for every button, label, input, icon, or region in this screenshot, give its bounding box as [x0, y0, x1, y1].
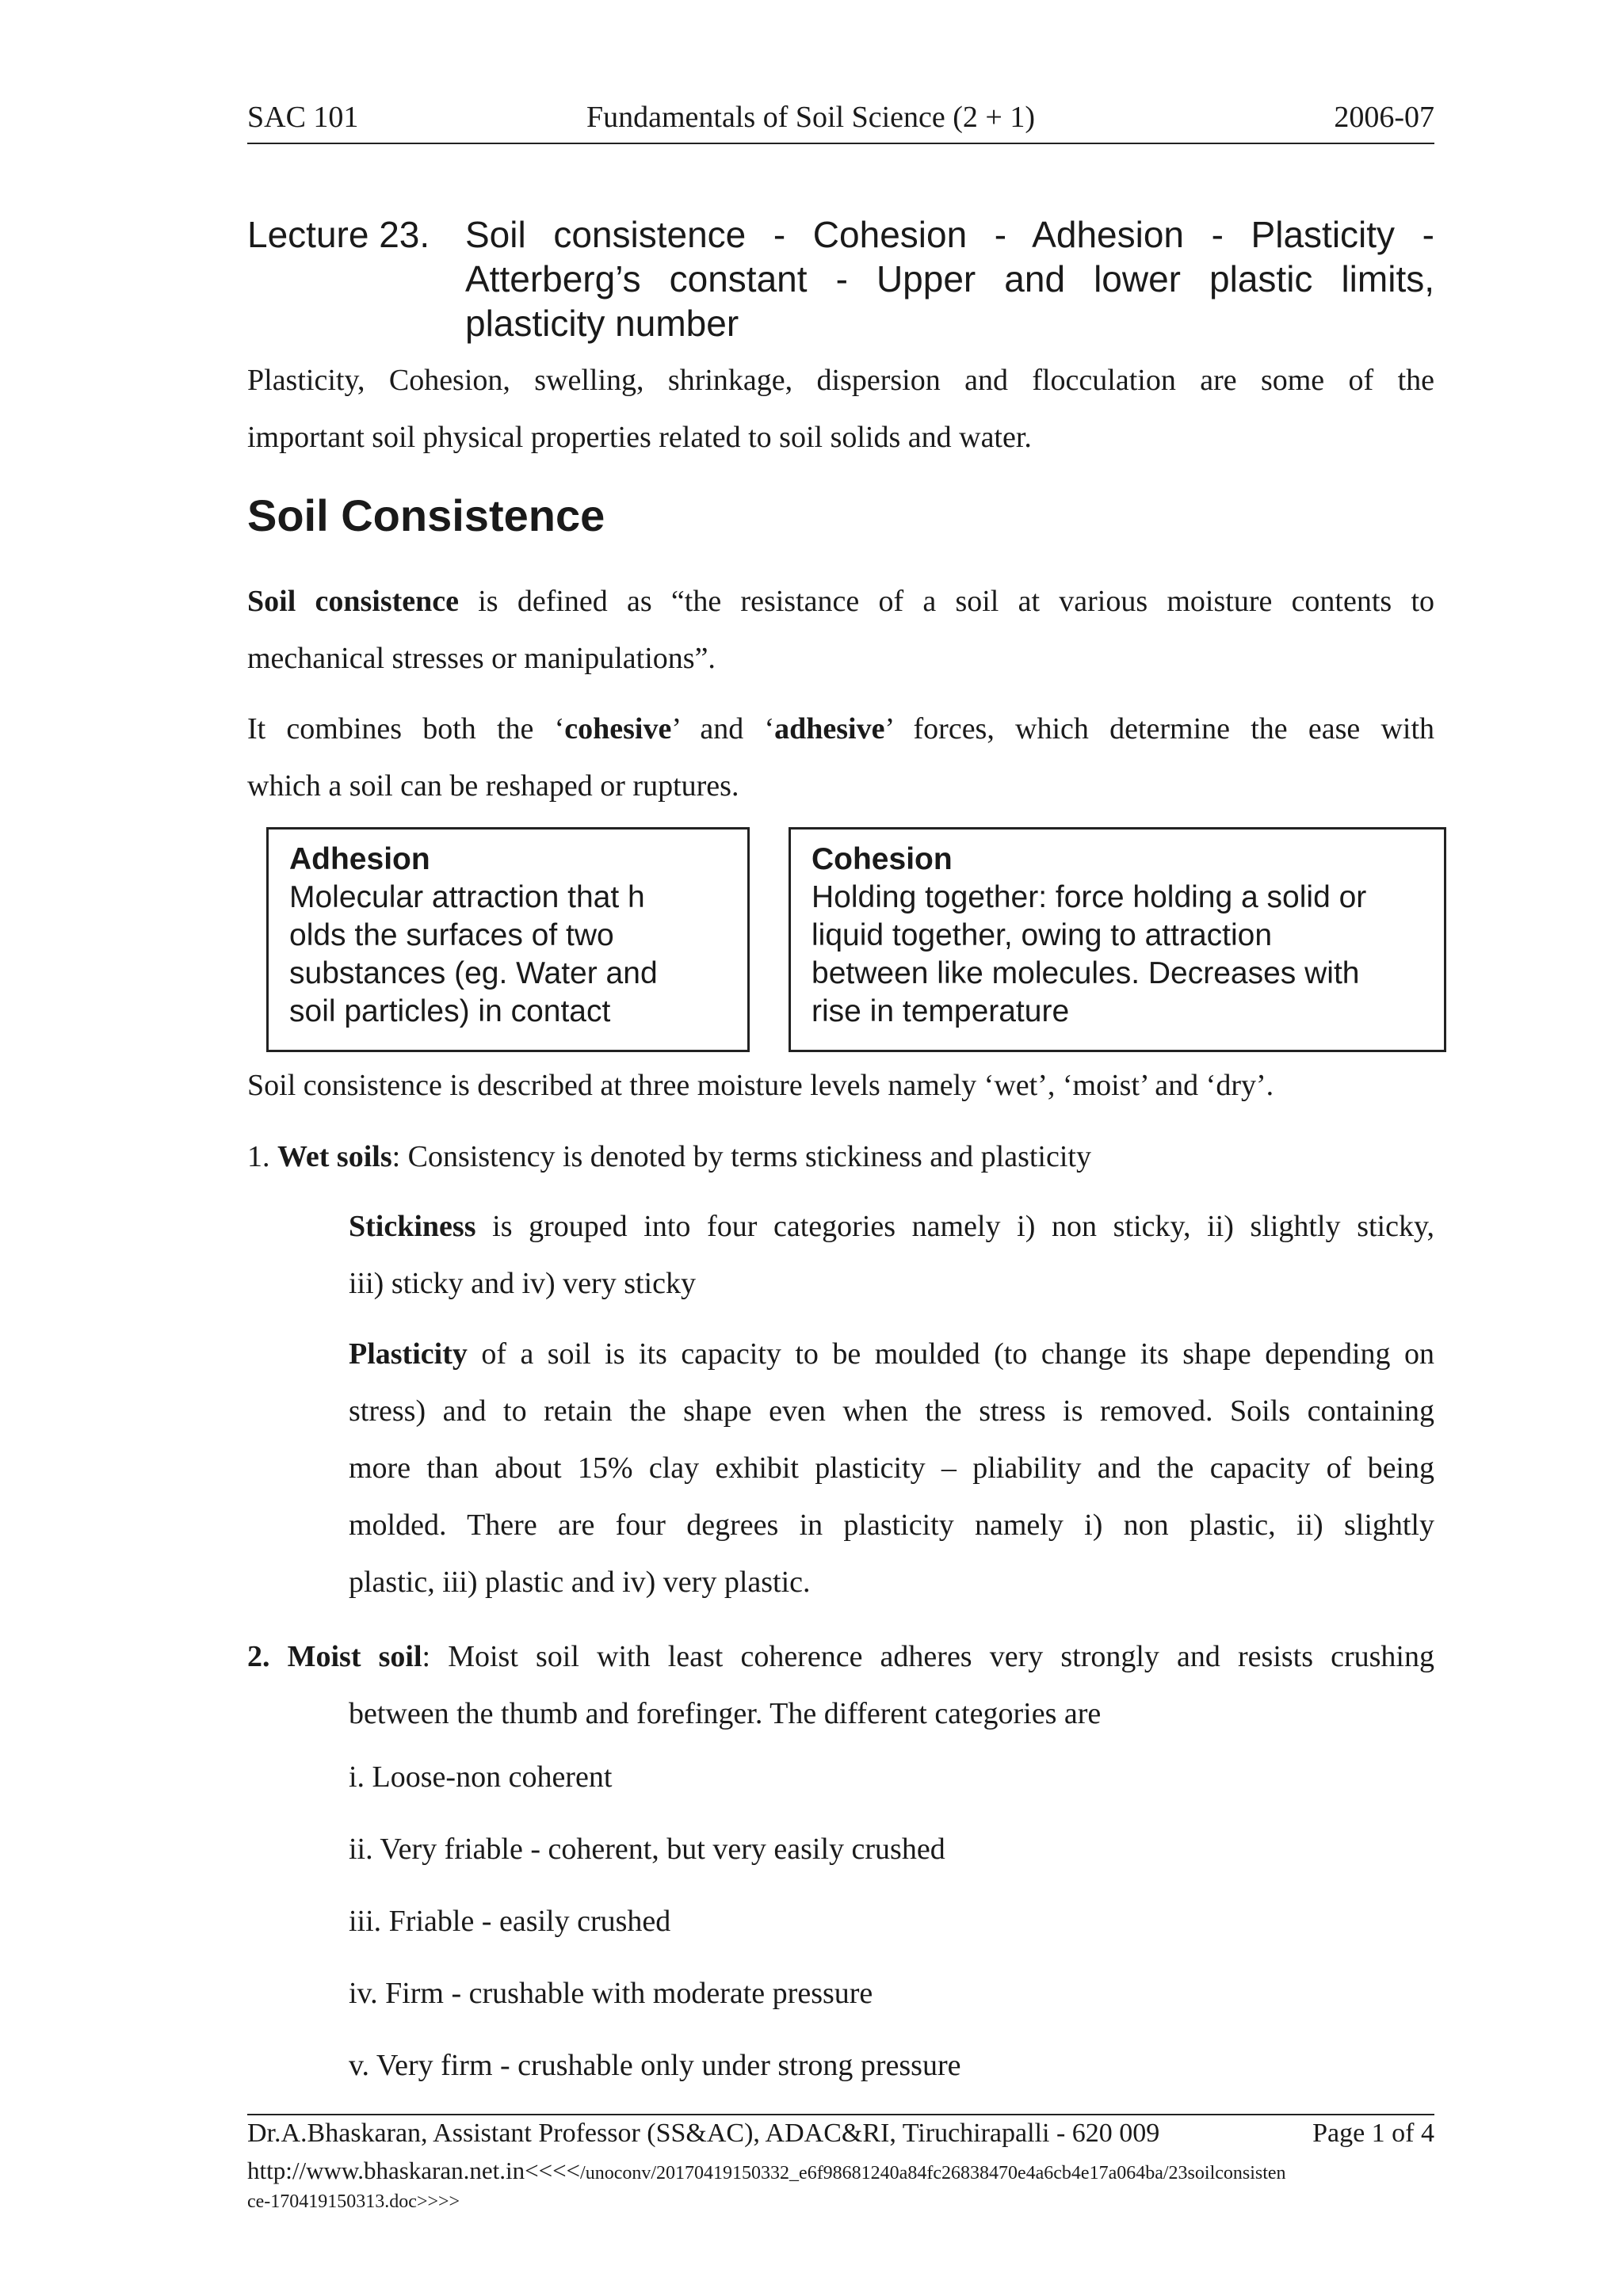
combines-line-2: which a soil can be reshaped or ruptures. — [247, 769, 739, 803]
intro-line-2: important soil physical properties related to soil solids and water. — [247, 421, 1032, 454]
definition-line-1 — [247, 573, 1434, 630]
plasticity-line-2: stress) and to retain the shape even when the stress is removed. Soils containing — [349, 1394, 1434, 1428]
plasticity-paragraph — [349, 1325, 1434, 1611]
combines-line-1 — [247, 700, 1434, 757]
cohesion-title: Cohesion — [812, 842, 953, 876]
plasticity-line-1 — [349, 1325, 1434, 1383]
lecture-title-line-1: Soil consistence - Cohesion - Adhesion - Plasticity - — [465, 214, 1434, 255]
section-heading: Soil Consistence — [247, 490, 605, 540]
course-code: SAC 101 — [247, 101, 359, 134]
combines-cohesive: cohesive — [564, 712, 672, 746]
adhesion-title: Adhesion — [289, 842, 430, 876]
wet-soils-item — [247, 1139, 1091, 1174]
intro-line-1: Plasticity, Cohesion, swelling, shrinkage, dispersion and flocculation are some of the — [247, 364, 1434, 397]
moist-category-4: iv. Firm - crushable with moderate pressure — [349, 1977, 873, 2010]
academic-year: 2006-07 — [1334, 101, 1434, 134]
footer-url[interactable]: http://www.bhaskaran.net.in<<<< — [247, 2157, 581, 2184]
wet-soils-term: Wet soils — [277, 1140, 392, 1173]
cohesion-line-4: rise in temperature — [812, 994, 1070, 1028]
adhesion-box — [266, 827, 750, 1052]
lecture-title-line-3: plasticity number — [465, 303, 739, 344]
plasticity-line-5: plastic, iii) plastic and iv) very plastic. — [349, 1566, 811, 1599]
footer-url-line — [247, 2157, 1286, 2185]
plasticity-line-3: more than about 15% clay exhibit plasticity – pliability and the capacity of being — [349, 1451, 1434, 1485]
course-title: Fundamentals of Soil Science (2 + 1) — [586, 101, 1035, 134]
stickiness-term: Stickiness — [349, 1210, 476, 1243]
footer-author-line — [247, 2119, 1434, 2149]
definition-line-2: mechanical stresses or manipulations”. — [247, 642, 716, 675]
stickiness-line-2: iii) sticky and iv) very sticky — [349, 1267, 696, 1300]
definition-line-1-text: is defined as “the resistance of a soil at various moisture contents to — [459, 585, 1434, 618]
adhesion-line-3: substances (eg. Water and — [289, 956, 658, 990]
moist-category-3: iii. Friable - easily crushed — [349, 1905, 671, 1938]
lecture-title-line-2: Atterberg’s constant - Upper and lower plastic limits, — [465, 258, 1434, 299]
moist-soil-paragraph — [247, 1628, 1434, 1742]
footer-path-2: ce-170419150313.doc>>>> — [247, 2191, 460, 2212]
footer-path: /unoconv/20170419150332_e6f98681240a84fc26838470e4a6cb4e17a064ba/23soilconsisten — [580, 2163, 1286, 2183]
combines-adhesive: adhesive — [774, 712, 885, 746]
moisture-levels: Soil consistence is described at three moisture levels namely ‘wet’, ‘moist’ and ‘dry’. — [247, 1069, 1274, 1102]
moist-category-5: v. Very firm - crushable only under strong pressure — [349, 2049, 961, 2082]
footer-author: Dr.A.Bhaskaran, Assistant Professor (SS&AC), ADAC&RI, Tiruchirapalli - 620 009 — [247, 2119, 1160, 2148]
definition-term: Soil consistence — [247, 585, 460, 618]
moist-soil-line-1-text: : Moist soil with least coherence adheres very strongly and resists crushing — [422, 1640, 1434, 1673]
stickiness-line-1-text: is grouped into four categories namely i) non sticky, ii) slightly sticky, — [475, 1210, 1434, 1243]
page-header — [247, 98, 1434, 144]
combines-post: ’ forces, which determine the ease with — [884, 712, 1435, 746]
moist-soil-term: 2. Moist soil — [247, 1640, 422, 1673]
lecture-number: Lecture 23. — [247, 214, 430, 255]
plasticity-line-4: molded. There are four degrees in plasticity namely i) non plastic, ii) slightly — [349, 1508, 1434, 1542]
moist-category-2: ii. Very friable - coherent, but very easily crushed — [349, 1833, 945, 1866]
wet-soils-text: : Consistency is denoted by terms stickiness and plasticity — [391, 1140, 1091, 1173]
footer-rule — [247, 2114, 1434, 2115]
moist-soil-line-2: between the thumb and forefinger. The different categories are — [349, 1697, 1102, 1730]
combines-pre: It combines both the ‘ — [247, 712, 565, 746]
intro-paragraph — [247, 352, 1434, 466]
moist-category-1: i. Loose-non coherent — [349, 1760, 613, 1794]
cohesion-box — [789, 827, 1446, 1052]
combines-paragraph — [247, 700, 1434, 814]
adhesion-line-1: Molecular attraction that h — [289, 880, 645, 914]
plasticity-term: Plasticity — [349, 1337, 468, 1371]
cohesion-line-1: Holding together: force holding a solid or — [812, 880, 1367, 914]
adhesion-line-4: soil particles) in contact — [289, 994, 611, 1028]
page-number: Page 1 of 4 — [1312, 2119, 1434, 2148]
lecture-title — [247, 212, 1434, 345]
plasticity-line-1-text: of a soil is its capacity to be moulded (to change its shape depending on — [467, 1337, 1434, 1371]
combines-mid: ’ and ‘ — [671, 712, 775, 746]
wet-soils-number: 1. — [247, 1140, 277, 1173]
cohesion-line-2: liquid together, owing to attraction — [812, 918, 1273, 952]
cohesion-line-3: between like molecules. Decreases with — [812, 956, 1360, 990]
definition-paragraph — [247, 573, 1434, 687]
moist-soil-line-1 — [247, 1628, 1434, 1685]
adhesion-line-2: olds the surfaces of two — [289, 918, 614, 952]
stickiness-line-1 — [349, 1198, 1434, 1255]
stickiness-paragraph — [349, 1198, 1434, 1312]
